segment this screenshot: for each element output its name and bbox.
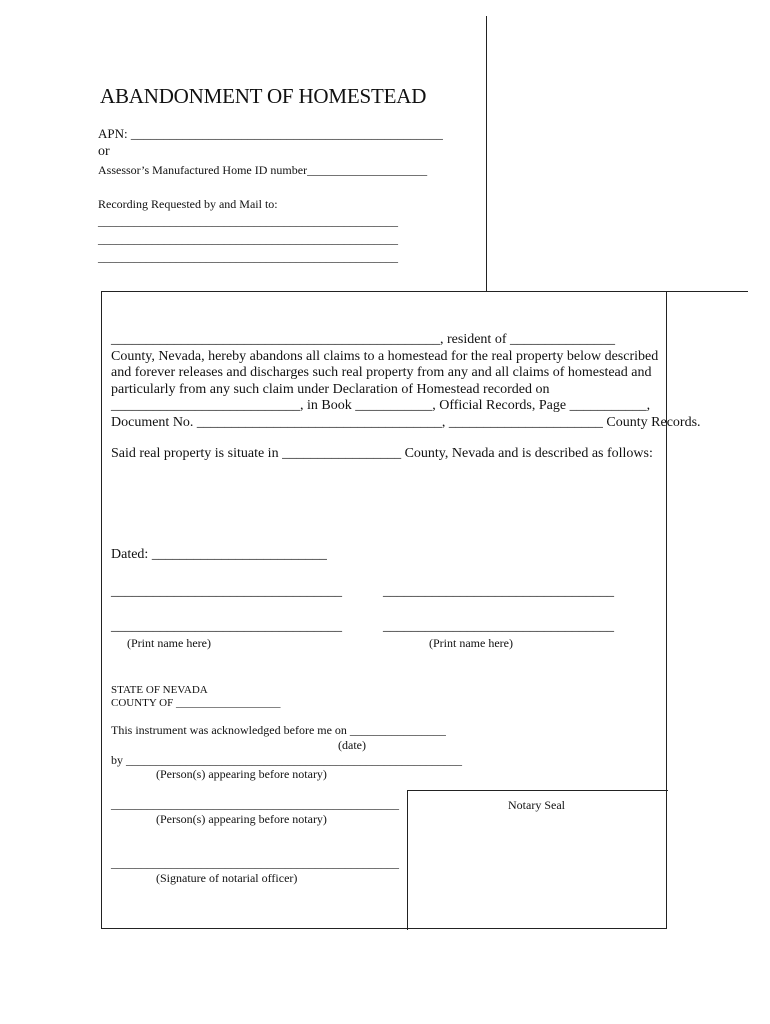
- top-right-divider: [486, 16, 487, 292]
- situate-line[interactable]: Said real property is situate in _________________ County, Nevada and is described as follows:: [111, 446, 653, 461]
- paragraph-line: and forever releases and discharges such real property from any and all claims of homestead and: [111, 365, 652, 380]
- apn-line: [98, 126, 443, 142]
- county-line[interactable]: COUNTY OF ___________________: [111, 697, 281, 709]
- state-label: STATE OF NEVADA: [111, 684, 208, 696]
- mail-line-1[interactable]: __________________________________________________: [98, 214, 398, 228]
- recording-label: Recording Requested by and Mail to:: [98, 197, 278, 211]
- paragraph-line[interactable]: Document No. ___________________________________, ______________________ County Records.: [111, 414, 701, 430]
- date-caption: (date): [338, 738, 366, 752]
- assessor-line: [98, 163, 427, 178]
- or-label: or: [98, 144, 110, 159]
- assessor-field[interactable]: ____________________: [307, 163, 428, 177]
- apn-field[interactable]: ________________________________________________: [130, 126, 443, 141]
- print-name-caption-right: (Print name here): [429, 636, 513, 650]
- signature-line-right-2[interactable]: _________________________________: [383, 619, 614, 634]
- signature-line-left-2[interactable]: _________________________________: [111, 619, 342, 634]
- paragraph-line: particularly from any such claim under Declaration of Homestead recorded on: [111, 381, 550, 397]
- notary-seal-box: [407, 790, 668, 930]
- print-name-caption-left: (Print name here): [127, 636, 211, 650]
- persons-caption-2: (Person(s) appearing before notary): [156, 812, 327, 826]
- persons-caption-1: (Person(s) appearing before notary): [156, 767, 327, 781]
- document-title: ABANDONMENT OF HOMESTEAD: [100, 84, 427, 108]
- signature-caption: (Signature of notarial officer): [156, 871, 298, 885]
- signature-line-left-1[interactable]: _________________________________: [111, 584, 342, 599]
- paragraph-line: County, Nevada, hereby abandons all claims to a homestead for the real property below described: [111, 348, 659, 364]
- mail-line-3[interactable]: __________________________________________________: [98, 250, 398, 264]
- paragraph-line[interactable]: ___________________________, in Book ___________, Official Records, Page ___________,: [111, 398, 651, 413]
- right-margin-rule: [667, 291, 748, 292]
- signature-line-right-1[interactable]: _________________________________: [383, 584, 614, 599]
- paragraph-line[interactable]: _______________________________________________, resident of _______________: [111, 332, 615, 347]
- apn-label: APN:: [98, 126, 131, 141]
- acknowledged-line[interactable]: This instrument was acknowledged before me on ________________: [111, 723, 446, 737]
- persons-line[interactable]: ________________________________________________: [111, 797, 399, 811]
- notary-signature-line[interactable]: ________________________________________________: [111, 856, 399, 870]
- mail-line-2[interactable]: __________________________________________________: [98, 232, 398, 246]
- notary-seal-label: Notary Seal: [508, 798, 565, 812]
- assessor-label: Assessor’s Manufactured Home ID number: [98, 163, 308, 177]
- by-line[interactable]: by ________________________________________________________: [111, 753, 462, 767]
- dated-line[interactable]: Dated: _________________________: [111, 547, 327, 562]
- abandonment-paragraph: [111, 332, 701, 431]
